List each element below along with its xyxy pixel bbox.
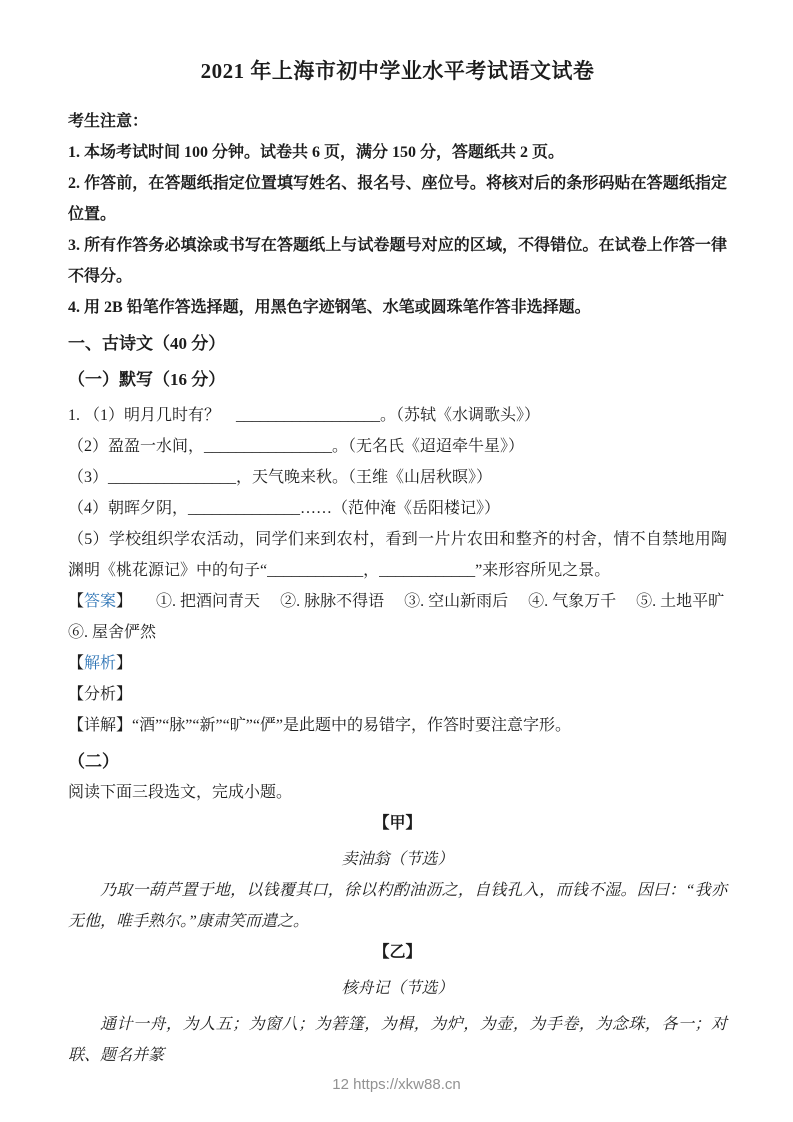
subsection-heading-dictation: （一）默写（16 分） [68, 370, 226, 389]
notice-item-4: 4. 用 2B 铅笔作答选择题，用黑色字迹钢笔、水笔或圆珠笔作答非选择题。 [68, 299, 591, 316]
passage-yi-tag: 【乙】 [373, 944, 422, 961]
question-1-blank-2: （2）盈盈一水间，________________。（无名氏《迢迢牵牛星》） [68, 438, 525, 455]
notice-heading: 考生注意： [68, 113, 149, 130]
passage-yi-text: 通计一舟，为人五；为窗八；为箬篷，为楫，为炉，为壶，为手卷，为念珠，各一；对联、题名并篆 [68, 1016, 727, 1064]
subsection-heading-two: （二） [68, 752, 119, 771]
answer-item-2: ②. 脉脉不得语 [280, 593, 385, 610]
page-footer-url: 12 https://xkw88.cn [332, 1076, 461, 1093]
answer-item-4: ④. 气象万千 [528, 593, 617, 610]
answer-item-6: ⑥. 屋舍俨然 [68, 624, 157, 641]
answer-tag-label: 答案 [84, 593, 117, 610]
reading-intro: 阅读下面三段选文，完成小题。 [68, 784, 293, 801]
section-heading-poetry: 一、古诗文（40 分） [68, 334, 226, 353]
question-1-blank-1: 1. （1）明月几时有？ __________________。（苏轼《水调歌头》） [68, 407, 541, 424]
analysis-tag-line [68, 648, 727, 679]
detail-explanation-line: 【详解】“酒”“脉”“新”“旷”“俨”是此题中的易错字，作答时要注意字形。 [68, 717, 572, 734]
page-title: 2021 年上海市初中学业水平考试语文试卷 [200, 59, 595, 83]
analysis-tag-open: 【 [68, 655, 85, 672]
answer-tag-close: 】 [116, 593, 133, 610]
passage-jia-text: 乃取一葫芦置于地，以钱覆其口，徐以杓酌油沥之，自钱孔入，而钱不湿。因曰：“我亦无他，唯手熟尔。”康肃笑而遣之。 [68, 882, 727, 930]
question-1-blank-5: （5）学校组织学农活动，同学们来到农村，看到一片片农田和整齐的村舍，情不自禁地用陶渊明《桃花源记》中的句子“____________，____________”来形容所见之景。 [68, 531, 727, 579]
analysis-tag-close: 】 [116, 655, 133, 672]
fenxi-tag-line: 【分析】 [68, 686, 133, 703]
analysis-tag-label: 解析 [84, 655, 117, 672]
answer-item-3: ③. 空山新雨后 [404, 593, 509, 610]
question-1-blank-3: （3）________________，天气晚来秋。（王维《山居秋暝》） [68, 469, 493, 486]
answer-tag-open: 【 [68, 593, 85, 610]
passage-yi-title: 核舟记（节选） [341, 980, 454, 997]
answer-item-1: ①. 把酒问青天 [156, 593, 261, 610]
answer-item-5: ⑤. 土地平旷 [636, 593, 725, 610]
answer-line [68, 586, 727, 617]
passage-jia-title: 卖油翁（节选） [341, 851, 454, 868]
notice-item-1: 1. 本场考试时间 100 分钟。试卷共 6 页，满分 150 分，答题纸共 2 页。 [68, 144, 565, 161]
notice-item-2: 2. 作答前，在答题纸指定位置填写姓名、报名号、座位号。将核对后的条形码贴在答题纸指定位置。 [68, 175, 727, 223]
passage-jia-tag: 【甲】 [373, 815, 422, 832]
question-1-blank-4: （4）朝晖夕阴，______________……（范仲淹《岳阳楼记》） [68, 500, 501, 517]
notice-item-3: 3. 所有作答务必填涂或书写在答题纸上与试卷题号对应的区域，不得错位。在试卷上作答一律不得分。 [68, 237, 727, 285]
